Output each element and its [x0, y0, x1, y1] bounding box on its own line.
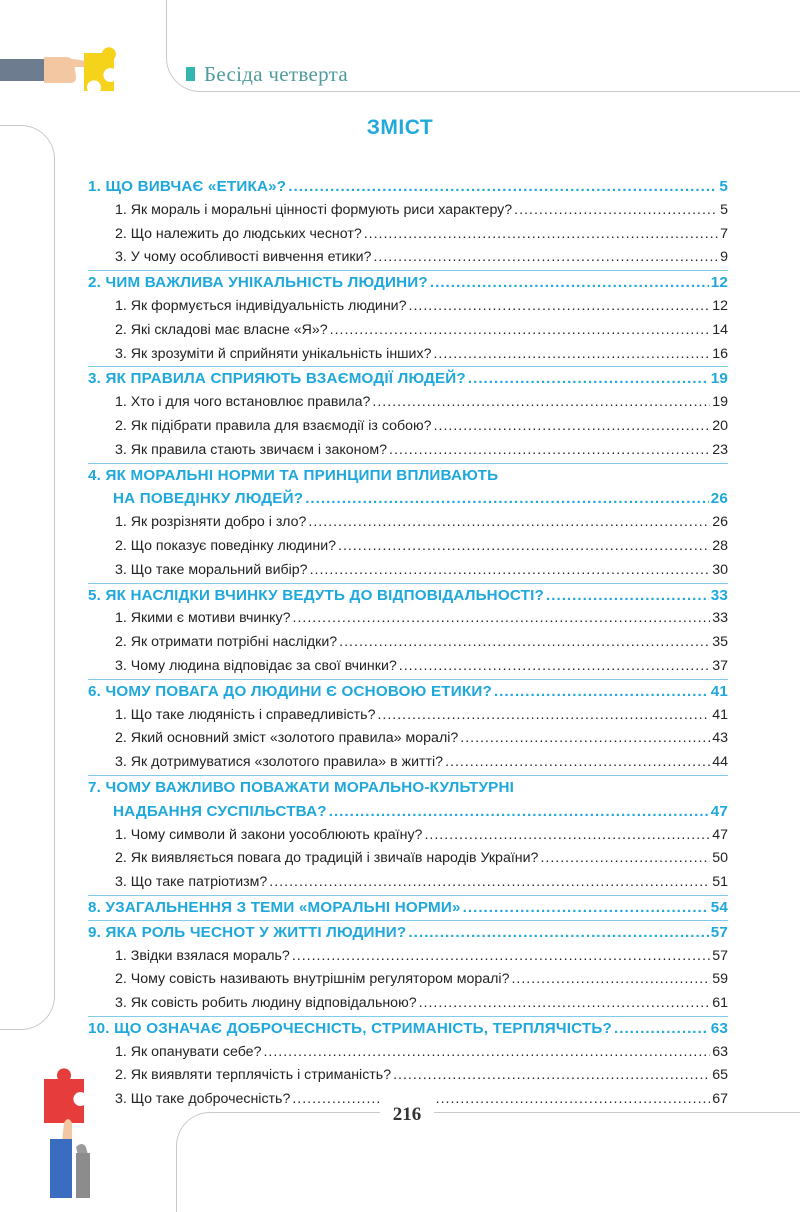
toc-page-number: 14: [712, 321, 728, 338]
toc-subsection-entry[interactable]: [88, 607, 728, 631]
toc-entry-title: 4. ЯК МОРАЛЬНІ НОРМИ ТА ПРИНЦИПИ ВПЛИВАЮТЬ: [88, 466, 499, 484]
toc-page-number: 26: [712, 514, 728, 531]
dot-leader: [288, 175, 717, 199]
header-marker: [186, 67, 195, 81]
toc-page-number: 47: [712, 826, 728, 843]
toc-page-number: 37: [712, 657, 728, 674]
dot-leader: [424, 824, 710, 848]
dot-leader: [468, 367, 709, 391]
toc-entry-title: 5. ЯК НАСЛІДКИ ВЧИНКУ ВЕДУТЬ ДО ВІДПОВІДАЛЬНОСТІ?: [88, 586, 545, 604]
toc-page-number: 28: [712, 537, 728, 554]
page-number: 216: [392, 1104, 422, 1125]
toc-page-number: 5: [719, 178, 728, 195]
toc-chapter-entry[interactable]: [88, 800, 728, 824]
toc-entry-title: 3. Як зрозуміти й сприйняти унікальність інших?: [115, 345, 432, 362]
toc-subsection-entry[interactable]: [88, 295, 728, 319]
dot-leader: [377, 704, 710, 728]
dot-leader: [430, 271, 709, 295]
toc-entry-title: 9. ЯКА РОЛЬ ЧЕСНОТ У ЖИТТІ ЛЮДИНИ?: [88, 923, 407, 941]
dot-leader: [419, 992, 711, 1016]
toc-entry-title: 8. УЗАГАЛЬНЕННЯ З ТЕМИ «МОРАЛЬНІ НОРМИ»: [88, 898, 461, 916]
puzzle-hand-icon: [40, 1067, 110, 1198]
toc-entry-title: 2. Як виявляти терплячість і стриманість?: [115, 1067, 392, 1084]
toc-page-number: 47: [710, 802, 728, 820]
toc-chapter-entry[interactable]: [88, 464, 728, 488]
toc-entry-title: 2. Як підібрати правила для взаємодії із собою?: [115, 417, 432, 434]
toc-page-number: 59: [712, 971, 728, 988]
table-of-contents: [88, 175, 728, 1112]
toc-entry-title: 1. Якими є мотиви вчинку?: [115, 610, 291, 627]
toc-subsection-entry[interactable]: [88, 246, 728, 271]
toc-entry-title: 1. ЩО ВИВЧАЄ «ЕТИКА»?: [88, 178, 287, 195]
toc-entry-title: 3. ЯК ПРАВИЛА СПРИЯЮТЬ ВЗАЄМОДІЇ ЛЮДЕЙ?: [88, 370, 466, 388]
toc-entry-title: НА ПОВЕДІНКУ ЛЮДЕЙ?: [113, 490, 304, 508]
toc-page-number: 61: [712, 995, 728, 1012]
toc-entry-title: 10. ЩО ОЗНАЧАЄ ДОБРОЧЕСНІСТЬ, СТРИМАНІСТЬ, ТЕРПЛЯЧІСТЬ?: [88, 1019, 612, 1037]
dot-leader: [364, 223, 718, 247]
toc-subsection-entry[interactable]: [88, 847, 728, 871]
toc-entry-title: 3. Чому людина відповідає за свої вчинки?: [115, 657, 397, 674]
dot-leader: [308, 511, 710, 535]
toc-page-number: 20: [712, 417, 728, 434]
toc-page-number: 43: [712, 730, 728, 747]
dot-leader: [310, 559, 711, 583]
toc-entry-title: 1. Як розрізняти добро і зло?: [115, 514, 307, 531]
dot-leader: [292, 945, 710, 969]
toc-subsection-entry[interactable]: [88, 343, 728, 368]
toc-chapter-entry[interactable]: [88, 1017, 728, 1041]
dot-leader: [373, 246, 718, 270]
toc-page-number: 57: [710, 923, 728, 941]
toc-subsection-entry[interactable]: [88, 511, 728, 535]
toc-subsection-entry[interactable]: [88, 439, 728, 464]
dot-leader: [463, 896, 709, 920]
toc-page-number: 33: [710, 586, 728, 604]
dot-leader: [372, 391, 710, 415]
dot-leader: [293, 607, 711, 631]
toc-entry-title: 1. Звідки взялася мораль?: [115, 947, 290, 964]
toc-entry-title: 2. Який основний зміст «золотого правила» моралі?: [115, 730, 459, 747]
toc-subsection-entry[interactable]: [88, 704, 728, 728]
toc-entry-title: 1. Хто і для чого встановлює правила?: [115, 394, 371, 411]
dot-leader: [614, 1017, 709, 1041]
toc-page-number: 12: [712, 297, 728, 314]
toc-entry-title: 6. ЧОМУ ПОВАГА ДО ЛЮДИНИ Є ОСНОВОЮ ЕТИКИ?: [88, 682, 492, 700]
toc-entry-title: 3. У чому особливості вивчення етики?: [115, 249, 372, 266]
toc-subsection-entry[interactable]: [88, 727, 728, 751]
toc-chapter-entry[interactable]: [88, 680, 728, 704]
toc-chapter-entry[interactable]: [88, 367, 728, 391]
toc-page-number: 65: [712, 1067, 728, 1084]
toc-entry-title: 2. Що належить до людських чеснот?: [115, 225, 362, 242]
puzzle-hand-icon: [0, 45, 140, 105]
toc-entry-title: 2. Які складові має власне «Я»?: [115, 321, 328, 338]
toc-chapter-entry[interactable]: [88, 921, 728, 945]
toc-page-number: 9: [720, 249, 728, 266]
toc-subsection-entry[interactable]: [88, 1041, 728, 1065]
toc-subsection-entry[interactable]: [88, 1064, 728, 1088]
toc-page-number: 51: [712, 874, 728, 891]
toc-subsection-entry[interactable]: [88, 871, 728, 896]
header-title: Бесіда четверта: [204, 62, 348, 86]
dot-leader: [305, 487, 709, 511]
toc-page-number: 57: [712, 947, 728, 964]
dot-leader: [511, 968, 710, 992]
toc-page-number: 30: [712, 561, 728, 578]
toc-page-number: 26: [710, 490, 728, 508]
toc-subsection-entry[interactable]: [88, 199, 728, 223]
toc-title: ЗМІСТ: [366, 116, 434, 139]
toc-subsection-entry[interactable]: [88, 415, 728, 439]
dot-leader: [433, 343, 710, 367]
dot-leader: [338, 535, 710, 559]
toc-entry-title: 1. Що таке людяність і справедливість?: [115, 706, 376, 723]
toc-subsection-entry[interactable]: [88, 391, 728, 415]
dot-leader: [445, 751, 710, 775]
dot-leader: [460, 727, 710, 751]
toc-entry-title: 3. Що таке патріотизм?: [115, 874, 268, 891]
toc-page-number: 33: [712, 610, 728, 627]
toc-subsection-entry[interactable]: [88, 824, 728, 848]
dot-leader: [546, 584, 709, 608]
toc-page-number: 12: [710, 274, 728, 292]
dot-leader: [399, 655, 710, 679]
toc-page-number: 41: [712, 706, 728, 723]
toc-chapter-entry[interactable]: [88, 271, 728, 295]
toc-entry-title: 2. Як отримати потрібні наслідки?: [115, 634, 338, 651]
toc-page-number: 63: [710, 1019, 728, 1037]
toc-chapter-entry[interactable]: [88, 584, 728, 608]
dot-leader: [263, 1041, 710, 1065]
toc-chapter-entry[interactable]: [88, 776, 728, 800]
toc-subsection-entry[interactable]: [88, 751, 728, 776]
dot-leader: [292, 1088, 710, 1112]
toc-entry-title: 2. Що показує поведінку людини?: [115, 537, 337, 554]
toc-entry-title: 3. Що таке моральний вибір?: [115, 561, 308, 578]
toc-page-number: 44: [712, 754, 728, 771]
toc-subsection-entry[interactable]: [88, 535, 728, 559]
toc-entry-title: 7. ЧОМУ ВАЖЛИВО ПОВАЖАТИ МОРАЛЬНО-КУЛЬТУРНІ: [88, 778, 515, 796]
toc-subsection-entry[interactable]: [88, 945, 728, 969]
toc-page-number: 35: [712, 634, 728, 651]
dot-leader: [329, 800, 709, 824]
toc-entry-title: 3. Як правила стають звичаєм і законом?: [115, 441, 387, 458]
dot-leader: [330, 319, 711, 343]
dot-leader: [434, 415, 711, 439]
toc-subsection-entry[interactable]: [88, 559, 728, 584]
toc-page-number: 54: [710, 898, 728, 916]
dot-leader: [339, 631, 710, 655]
toc-entry-title: 1. Як формується індивідуальність людини?: [115, 297, 407, 314]
toc-entry-title: 3. Як совість робить людину відповідальною?: [115, 995, 417, 1012]
toc-entry-title: 3. Що таке доброчесність?: [115, 1091, 291, 1108]
toc-page-number: 50: [712, 850, 728, 867]
toc-entry-title: 2. Чому совість називають внутрішнім регулятором моралі?: [115, 971, 510, 988]
dot-leader: [514, 199, 718, 223]
toc-entry-title: НАДБАННЯ СУСПІЛЬСТВА?: [113, 802, 327, 820]
toc-subsection-entry[interactable]: [88, 631, 728, 655]
page-frame-bottom: [176, 1112, 800, 1212]
toc-page-number: 23: [712, 441, 728, 458]
toc-subsection-entry[interactable]: [88, 319, 728, 343]
dot-leader: [540, 847, 710, 871]
toc-subsection-entry[interactable]: [88, 968, 728, 992]
toc-page-number: 19: [712, 394, 728, 411]
dot-leader: [269, 871, 710, 895]
toc-page-number: 19: [710, 370, 728, 388]
toc-subsection-entry[interactable]: [88, 655, 728, 680]
toc-page-number: 16: [712, 345, 728, 362]
toc-page-number: 67: [712, 1091, 728, 1108]
toc-entry-title: 1. Чому символи й закони уособлюють країну?: [115, 826, 423, 843]
toc-chapter-entry[interactable]: [88, 487, 728, 511]
toc-entry-title: 2. ЧИМ ВАЖЛИВА УНІКАЛЬНІСТЬ ЛЮДИНИ?: [88, 274, 428, 292]
toc-entry-title: 1. Як мораль і моральні цінності формують риси характеру?: [115, 201, 513, 218]
dot-leader: [389, 439, 710, 463]
page-frame-left: [0, 125, 55, 1030]
toc-page-number: 41: [710, 682, 728, 700]
dot-leader: [494, 680, 709, 704]
dot-leader: [408, 921, 708, 945]
dot-leader: [409, 295, 711, 319]
toc-chapter-entry[interactable]: [88, 175, 728, 199]
toc-page-number: 5: [720, 201, 728, 218]
toc-entry-title: 2. Як виявляється повага до традицій і звичаїв народів України?: [115, 850, 539, 867]
toc-page-number: 7: [720, 225, 728, 242]
toc-page-number: 63: [712, 1043, 728, 1060]
toc-entry-title: 3. Як дотримуватися «золотого правила» в житті?: [115, 754, 444, 771]
dot-leader: [393, 1064, 710, 1088]
toc-entry-title: 1. Як опанувати себе?: [115, 1043, 262, 1060]
toc-chapter-entry[interactable]: [88, 896, 728, 921]
toc-subsection-entry[interactable]: [88, 223, 728, 247]
toc-subsection-entry[interactable]: [88, 992, 728, 1017]
